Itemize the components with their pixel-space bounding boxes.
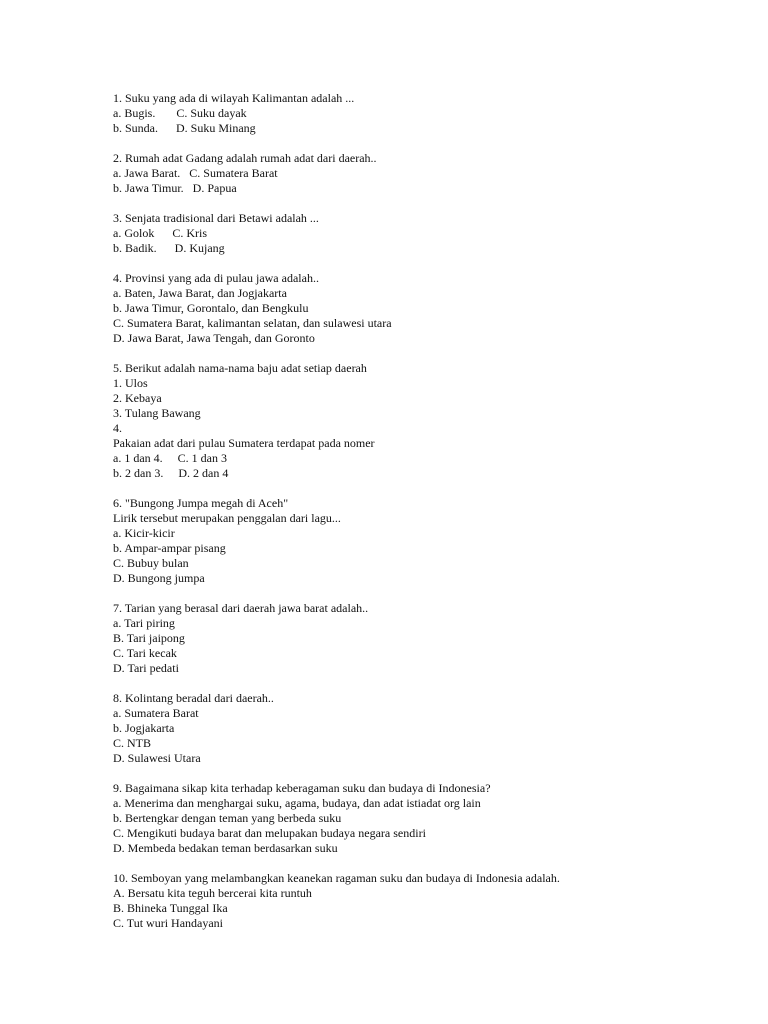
question-4-option: D. Jawa Barat, Jawa Tengah, dan Goronto [113, 331, 315, 345]
question-5-option-row: b. 2 dan 3. D. 2 dan 4 [113, 466, 229, 480]
question-3-option-row: a. Golok C. Kris [113, 226, 207, 240]
question-7-option: a. Tari piring [113, 616, 175, 630]
question-8-option: C. NTB [113, 736, 152, 750]
question-10-option: B. Bhineka Tunggal Ika [113, 901, 228, 915]
question-7-option: C. Tari kecak [113, 646, 177, 660]
question-2-option-row: a. Jawa Barat. C. Sumatera Barat [113, 166, 278, 180]
question-6-text: 6. "Bungong Jumpa megah di Aceh" [113, 496, 289, 510]
question-3-text: 3. Senjata tradisional dari Betawi adalah ... [113, 211, 319, 225]
question-6-option: a. Kicir-kicir [113, 526, 175, 540]
question-6-option: b. Ampar-ampar pisang [113, 541, 226, 555]
question-7-option: B. Tari jaipong [113, 631, 185, 645]
question-9-option: C. Mengikuti budaya barat dan melupakan budaya negara sendiri [113, 826, 426, 840]
question-4-option: C. Sumatera Barat, kalimantan selatan, dan sulawesi utara [113, 316, 392, 330]
question-4-text: 4. Provinsi yang ada di pulau jawa adalah.. [113, 271, 319, 285]
question-5-list-item: 4. [113, 421, 122, 435]
question-1-option-row: a. Bugis. C. Suku dayak [113, 106, 247, 120]
question-10-option: A. Bersatu kita teguh bercerai kita runtuh [113, 886, 312, 900]
question-10-option: C. Tut wuri Handayani [113, 916, 224, 930]
question-8-option: b. Jogjakarta [113, 721, 175, 735]
question-9-option: a. Menerima dan menghargai suku, agama, budaya, dan adat istiadat org lain [113, 796, 481, 810]
question-5-option-row: a. 1 dan 4. C. 1 dan 3 [113, 451, 227, 465]
question-8-option: a. Sumatera Barat [113, 706, 199, 720]
question-5-prompt: Pakaian adat dari pulau Sumatera terdapat pada nomer [113, 436, 375, 450]
question-6-prompt: Lirik tersebut merupakan penggalan dari lagu... [113, 511, 341, 525]
question-10 [113, 871, 753, 931]
question-1-text: 1. Suku yang ada di wilayah Kalimantan adalah ... [113, 91, 355, 105]
question-6-option: D. Bungong jumpa [113, 571, 205, 585]
question-10-text: 10. Semboyan yang melambangkan keanekan ragaman suku dan budaya di Indonesia adalah. [113, 871, 560, 885]
question-8-option: D. Sulawesi Utara [113, 751, 201, 765]
question-8 [113, 691, 753, 766]
question-6-option: C. Bubuy bulan [113, 556, 189, 570]
question-7-text: 7. Tarian yang berasal dari daerah jawa barat adalah.. [113, 601, 369, 615]
question-2 [113, 151, 753, 196]
document-page [113, 91, 753, 946]
question-4-option: b. Jawa Timur, Gorontalo, dan Bengkulu [113, 301, 309, 315]
question-7 [113, 601, 753, 676]
question-1-option-row: b. Sunda. D. Suku Minang [113, 121, 256, 135]
question-9 [113, 781, 753, 856]
question-2-option-row: b. Jawa Timur. D. Papua [113, 181, 237, 195]
question-5-list-item: 2. Kebaya [113, 391, 162, 405]
question-5 [113, 361, 753, 481]
question-3 [113, 211, 753, 256]
question-8-text: 8. Kolintang beradal dari daerah.. [113, 691, 274, 705]
question-7-option: D. Tari pedati [113, 661, 179, 675]
question-3-option-row: b. Badik. D. Kujang [113, 241, 225, 255]
question-9-option: D. Membeda bedakan teman berdasarkan suku [113, 841, 338, 855]
question-1 [113, 91, 753, 136]
question-9-text: 9. Bagaimana sikap kita terhadap keberagaman suku dan budaya di Indonesia? [113, 781, 491, 795]
question-4 [113, 271, 753, 346]
question-4-option: a. Baten, Jawa Barat, dan Jogjakarta [113, 286, 287, 300]
question-5-list-item: 1. Ulos [113, 376, 148, 390]
question-5-list-item: 3. Tulang Bawang [113, 406, 201, 420]
question-9-option: b. Bertengkar dengan teman yang berbeda suku [113, 811, 342, 825]
question-2-text: 2. Rumah adat Gadang adalah rumah adat dari daerah.. [113, 151, 377, 165]
question-5-text: 5. Berikut adalah nama-nama baju adat setiap daerah [113, 361, 367, 375]
question-6 [113, 496, 753, 586]
